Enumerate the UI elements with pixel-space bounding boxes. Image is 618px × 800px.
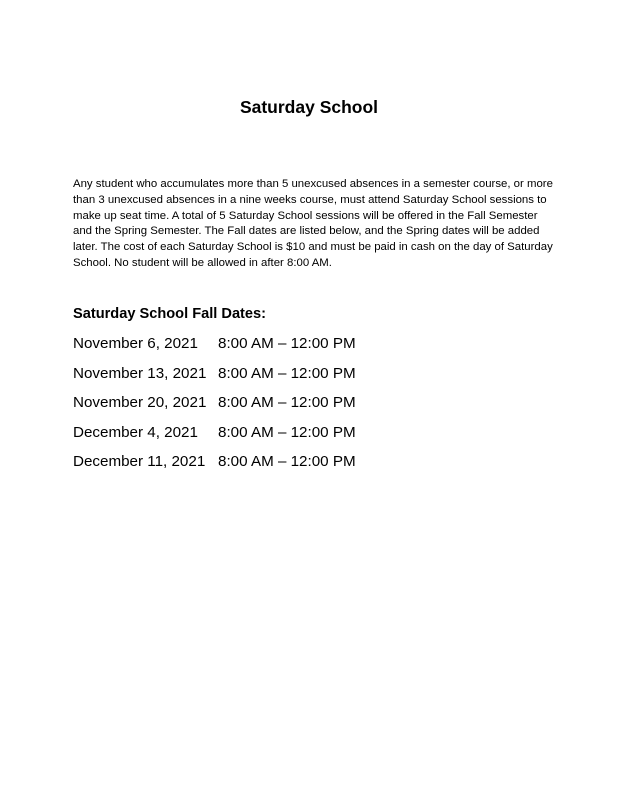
intro-line: and the Spring Semester. The Fall dates are listed below, and the Spring dates will be added	[73, 225, 540, 238]
intro-line: Any student who accumulates more than 5 unexcused absences in a semester course, or more	[73, 178, 553, 190]
intro-line: later. The cost of each Saturday School is $10 and must be paid in cash on the day of Saturday	[73, 241, 553, 254]
session-date: December 11, 2021	[73, 453, 206, 471]
intro-line: make up seat time. A total of 5 Saturday School sessions will be offered in the Fall Semester	[73, 209, 538, 222]
session-date: November 6, 2021	[73, 335, 198, 352]
fall-dates-heading: Saturday School Fall Dates:	[73, 306, 267, 322]
session-time: 8:00 AM – 12:00 PM	[218, 335, 356, 352]
session-time: 8:00 AM – 12:00 PM	[218, 423, 356, 441]
session-time: 8:00 AM – 12:00 PM	[218, 364, 356, 382]
session-date: November 20, 2021	[73, 394, 207, 412]
intro-paragraph	[73, 177, 553, 272]
intro-line: School. No student will be allowed in after 8:00 AM.	[73, 256, 332, 269]
session-date: November 13, 2021	[73, 364, 207, 382]
page-title: Saturday School	[239, 97, 379, 117]
session-time: 8:00 AM – 12:00 PM	[218, 453, 356, 471]
intro-line: than 3 unexcused absences in a nine weeks course, must attend Saturday School sessions to	[73, 193, 547, 206]
session-time: 8:00 AM – 12:00 PM	[218, 394, 356, 412]
session-date: December 4, 2021	[73, 423, 198, 441]
